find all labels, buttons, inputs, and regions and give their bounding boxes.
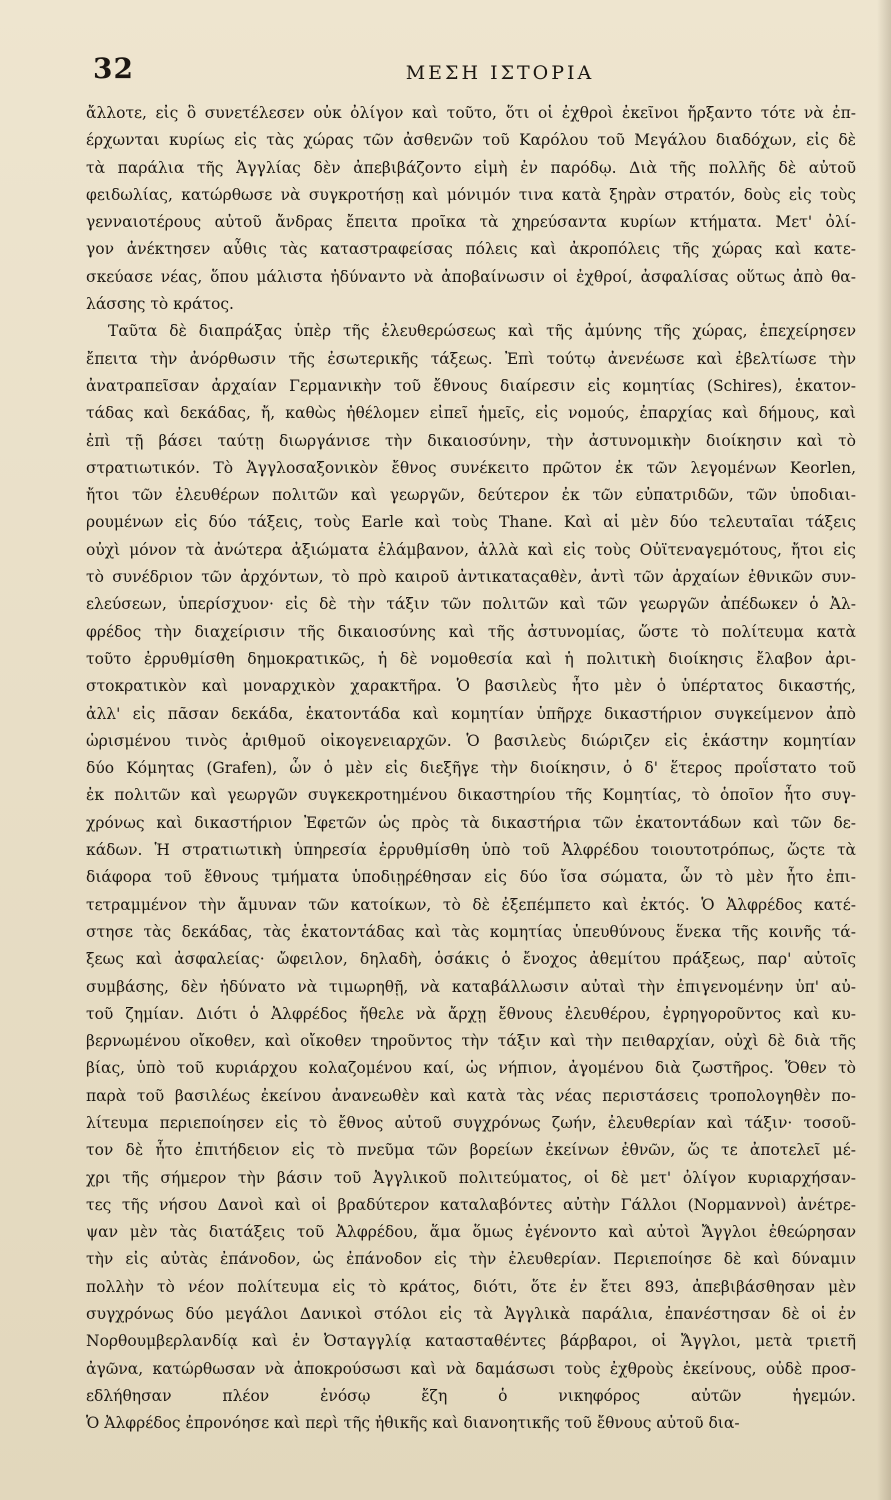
text-line: στησε τὰς δεκάδας, τὰς ἑκατοντάδας καὶ τὰς κομητίας ὑπευθύνους ἕνεκα τῆς κοινῆς τά- [86,922,856,941]
text-line: φρέδος τὴν διαχείρισιν τῆς δικαιοσύνης καὶ τῆς ἀστυνομίας, ὥστε τὸ πολίτευμα κατὰ [86,622,856,641]
text-line: ἀνατραπεῖσαν ἀρχαίαν Γερμανικὴν τοῦ ἔθνους διαίρεσιν εἰς κομητίας (Schires), ἑκατον- [86,376,856,395]
page-number: 32 [93,52,134,85]
text-line: Ὁ Ἀλφρέδος ἐπρονόησε καὶ περὶ τῆς ἠθικῆς καὶ διανοητικῆς τοῦ ἔθνους αὐτοῦ δια- [86,1414,740,1433]
text-line: ψαν μὲν τὰς διατάξεις τοῦ Ἀλφρέδου, ἅμα ὅμως ἐγένοντο καὶ αὐτοὶ Ἄγγλοι ἐθεώρησαν [86,1223,856,1242]
text-line: συγχρόνως δύο μεγάλοι Δανικοὶ στόλοι εἰς τὰ Ἀγγλικὰ παράλια, ἐπανέστησαν δὲ οἱ ἐν [86,1305,856,1324]
text-line: λάσσης τὸ κράτος. [86,295,234,314]
text-line: τὸ συνέδριον τῶν ἀρχόντων, τὸ πρὸ καιροῦ ἀντικαταςαθὲν, ἀντὶ τῶν ἀρχαίων ἐθνικῶν συν- [86,568,856,587]
text-line: χρι τῆς σήμερον τὴν βάσιν τοῦ Ἀγγλικοῦ πολιτεύματος, οἱ δὲ μετ' ὀλίγον κυριαρχήσαν- [86,1168,856,1187]
text-line: λίτευμα περιεποίησεν εἰς τὸ ἔθνος αὐτοῦ συγχρόνως ζωήν, ἐλευθερίαν καὶ τάξιν· τοσοῦ- [86,1113,856,1132]
text-line: τὴν εἰς αὐτὰς ἐπάνοδον, ὡς ἐπάνοδον εἰς τὴν ἐλευθερίαν. Περιεποίησε δὲ καὶ δύναμιν [86,1250,856,1269]
text-line: στοκρατικὸν καὶ μοναρχικὸν χαρακτῆρα. Ὁ βασιλεὺς ἦτο μὲν ὁ ὑπέρτατος δικαστής, [86,677,856,696]
text-line: ἔπειτα τὴν ἀνόρθωσιν τῆς ἐσωτερικῆς τάξεως. Ἐπὶ τούτῳ ἀνενέωσε καὶ ἐβελτίωσε τὴν [86,349,856,368]
text-line: τον δὲ ἦτο ἐπιτήδειον εἰς τὸ πνεῦμα τῶν βορείων ἐκείνων ἐθνῶν, ὥς τε ἀποτελεῖ μέ- [86,1141,856,1160]
text-line: Νορθουμβερλανδίᾳ καὶ ἐν Ὀσταγγλίᾳ κατασταθέντες βάρβαροι, οἱ Ἄγγλοι, μετὰ τριετῆ [86,1332,856,1351]
text-line: εδλήθησαν πλέον ἐνόσῳ ἔζη ὁ νικηφόρος αὐτῶν ἡγεμών. [86,1386,856,1405]
text-line: βερνωμένου οἴκοθεν, καὶ οἴκοθεν τηροῦντος τὴν τάξιν καὶ τὴν πειθαρχίαν, οὐχὶ δὲ διὰ τῆς [86,1032,856,1051]
body-text [86,100,856,1465]
text-line: έρχωνται κυρίως εἰς τὰς χώρας τῶν ἀσθενῶν τοῦ Καρόλου τοῦ Μεγάλου διαδόχων, εἰς δὲ [86,131,856,150]
text-line: διάφορα τοῦ ἔθνους τμήματα ὑποδιῃρέθησαν εἰς δύο ἴσα σώματα, ὧν τὸ μὲν ἦτο ἐπι- [86,868,856,887]
text-line: στρατιωτικόν. Τὸ Ἀγγλοσαξονικὸν ἔθνος συνέκειτο πρῶτον ἐκ τῶν λεγομένων Keorlen, [86,458,856,477]
text-line: τὰ παράλια τῆς Ἀγγλίας δὲν ἀπεβιβάζοντο εἰμὴ ἐν παρόδῳ. Διὰ τῆς πολλῆς δὲ αὐτοῦ [86,158,856,177]
page-edge-shadow [877,0,891,1500]
text-line: τοῦ ζημίαν. Διότι ὁ Ἀλφρέδος ἤθελε νὰ ἄρχῃ ἔθνους ἐλευθέρου, ἐγρηγοροῦντος καὶ κυ- [86,1004,856,1023]
text-line: ἐκ πολιτῶν καὶ γεωργῶν συγκεκροτημένου δικαστηρίου τῆς Κομητίας, τὸ ὁποῖον ἦτο συγ- [86,786,856,805]
text-line: ξεως καὶ ἀσφαλείας· ὤφειλον, δηλαδὴ, ὁσάκις ὁ ἔνοχος ἀθεμίτου πράξεως, παρ' αὐτοῖς [86,950,856,969]
text-line: γον ἀνέκτησεν αὖθις τὰς καταστραφείσας πόλεις καὶ ἀκροπόλεις τῆς χώρας καὶ κατε- [86,240,856,259]
text-line: χρόνως καὶ δικαστήριον Ἐφετῶν ὡς πρὸς τὰ δικαστήρια τῶν ἑκατοντάδων καὶ τῶν δε- [86,813,856,832]
text-line: κάδων. Ἡ στρατιωτικὴ ὑπηρεσία ἐρρυθμίσθη ὑπὸ τοῦ Ἀλφρέδου τοιουτοτρόπως, ὥςτε τὰ [86,841,856,860]
text-line: γενναιοτέρους αὐτοῦ ἄνδρας ἔπειτα προῖκα τὰ χηρεύσαντα κυρίων κτήματα. Μετ' ὀλί- [86,213,856,232]
text-line: τοῦτο ἐρρυθμίσθη δημοκρατικῶς, ἡ δὲ νομοθεσία καὶ ἡ πολιτικὴ διοίκησις ἔλαβον ἀρι- [86,649,856,668]
text-line: ἀγῶνα, κατώρθωσαν νὰ ἀποκρούσωσι καὶ νὰ δαμάσωσι τοὺς ἐχθροὺς ἐκείνους, οὐδὲ προσ- [86,1359,856,1378]
text-line: βίας, ὑπὸ τοῦ κυριάρχου κολαζομένου καί, ὡς νήπιον, ἀγομένου διὰ ζωστῆρος. Ὅθεν τὸ [86,1059,856,1078]
text-line: σκεύασε νέας, ὅπου μάλιστα ἠδύναντο νὰ ἀποβαίνωσιν οἱ ἐχθροί, ἀσφαλίσας οὕτως ἀπὸ θα- [86,267,856,286]
text-line: πολλὴν τὸ νέον πολίτευμα εἰς τὸ κράτος, διότι, ὅτε ἐν ἔτει 893, ἀπεβιβάσθησαν μὲν [86,1277,856,1296]
text-line: ἤτοι τῶν ἐλευθέρων πολιτῶν καὶ γεωργῶν, δεύτερον ἐκ τῶν εὐπατριδῶν, τῶν ὑποδιαι- [86,486,856,505]
text-line: παρὰ τοῦ βασιλέως ἐκείνου ἀνανεωθὲν καὶ κατὰ τὰς νέας περιστάσεις τροπολογηθὲν πο- [86,1086,856,1105]
text-line: τάδας καὶ δεκάδας, ἤ, καθὼς ἠθέλομεν εἰπεῖ ἡμεῖς, εἰς νομούς, ἐπαρχίας καὶ δήμους, καὶ [86,404,856,423]
text-line: ελεύσεων, ὑπερίσχυον· εἰς δὲ τὴν τάξιν τῶν πολιτῶν καὶ τῶν γεωργῶν ἀπέδωκεν ὁ Ἀλ- [86,595,856,614]
text-line: δύο Κόμητας (Grafen), ὧν ὁ μὲν εἰς διεξῆγε τὴν διοίκησιν, ὁ δ' ἕτερος προΐστατο τοῦ [86,759,856,778]
text-line: τετραμμένον τὴν ἄμυναν τῶν κατοίκων, τὸ δὲ ἐξεπέμπετο καὶ ἐκτός. Ὁ Ἀλφρέδος κατέ- [86,895,856,914]
running-title: ΜΕΣΗ ΙΣΤΟΡΙΑ [405,62,595,84]
text-line: ἄλλοτε, εἰς ὃ συνετέλεσεν οὐκ ὀλίγον καὶ τοῦτο, ὅτι οἱ ἐχθροὶ ἐκεῖνοι ἤρξαντο τότε νὰ ἐπ- [86,104,856,122]
text-line: οὐχὶ μόνον τὰ ἀνώτερα ἀξιώματα ἐλάμβανον, ἀλλὰ καὶ εἰς τοὺς Οὐϊτεναγεμότους, ἤτοι εἰς [86,540,856,559]
text-line: συμβάσης, δὲν ἠδύνατο νὰ τιμωρηθῇ, νὰ καταβάλλωσιν αὐταὶ τὴν ἐπιγενομένην ὑπ' αὐ- [86,977,856,996]
text-line: φειδωλίας, κατώρθωσε νὰ συγκροτήσῃ καὶ μόνιμόν τινα κατὰ ξηρὰν στρατόν, δοὺς εἰς τοὺς [86,185,856,204]
text-line: ἐπὶ τῇ βάσει ταύτῃ διωργάνισε τὴν δικαιοσύνην, τὴν ἀστυνομικὴν διοίκησιν καὶ τὸ [86,431,856,450]
paragraph-start-line [86,1438,856,1465]
text-line: τες τῆς νήσου Δανοὶ καὶ οἱ βραδύτερον καταλαβόντες αὐτὴν Γάλλοι (Νορμαννοὶ) ἀνέτρε- [86,1195,856,1214]
paragraph-start-line: Ταῦτα δὲ διαπράξας ὑπὲρ τῆς ἐλευθερώσεως καὶ τῆς ἀμύνης τῆς χώρας, ἐπεχείρησεν [108,322,856,341]
text-line: ὡρισμένου τινὸς ἀριθμοῦ οἰκογενειαρχῶν. Ὁ βασιλεὺς διώριζεν εἰς ἑκάστην κομητίαν [86,731,856,750]
text-line: ρουμένων εἰς δύο τάξεις, τοὺς Earle καὶ τοὺς Thane. Καὶ αἱ μὲν δύο τελευταῖαι τάξεις [86,513,856,532]
text-line: ἀλλ' εἰς πᾶσαν δεκάδα, ἑκατοντάδα καὶ κομητίαν ὑπῆρχε δικαστήριον συγκείμενον ἀπὸ [86,704,856,723]
